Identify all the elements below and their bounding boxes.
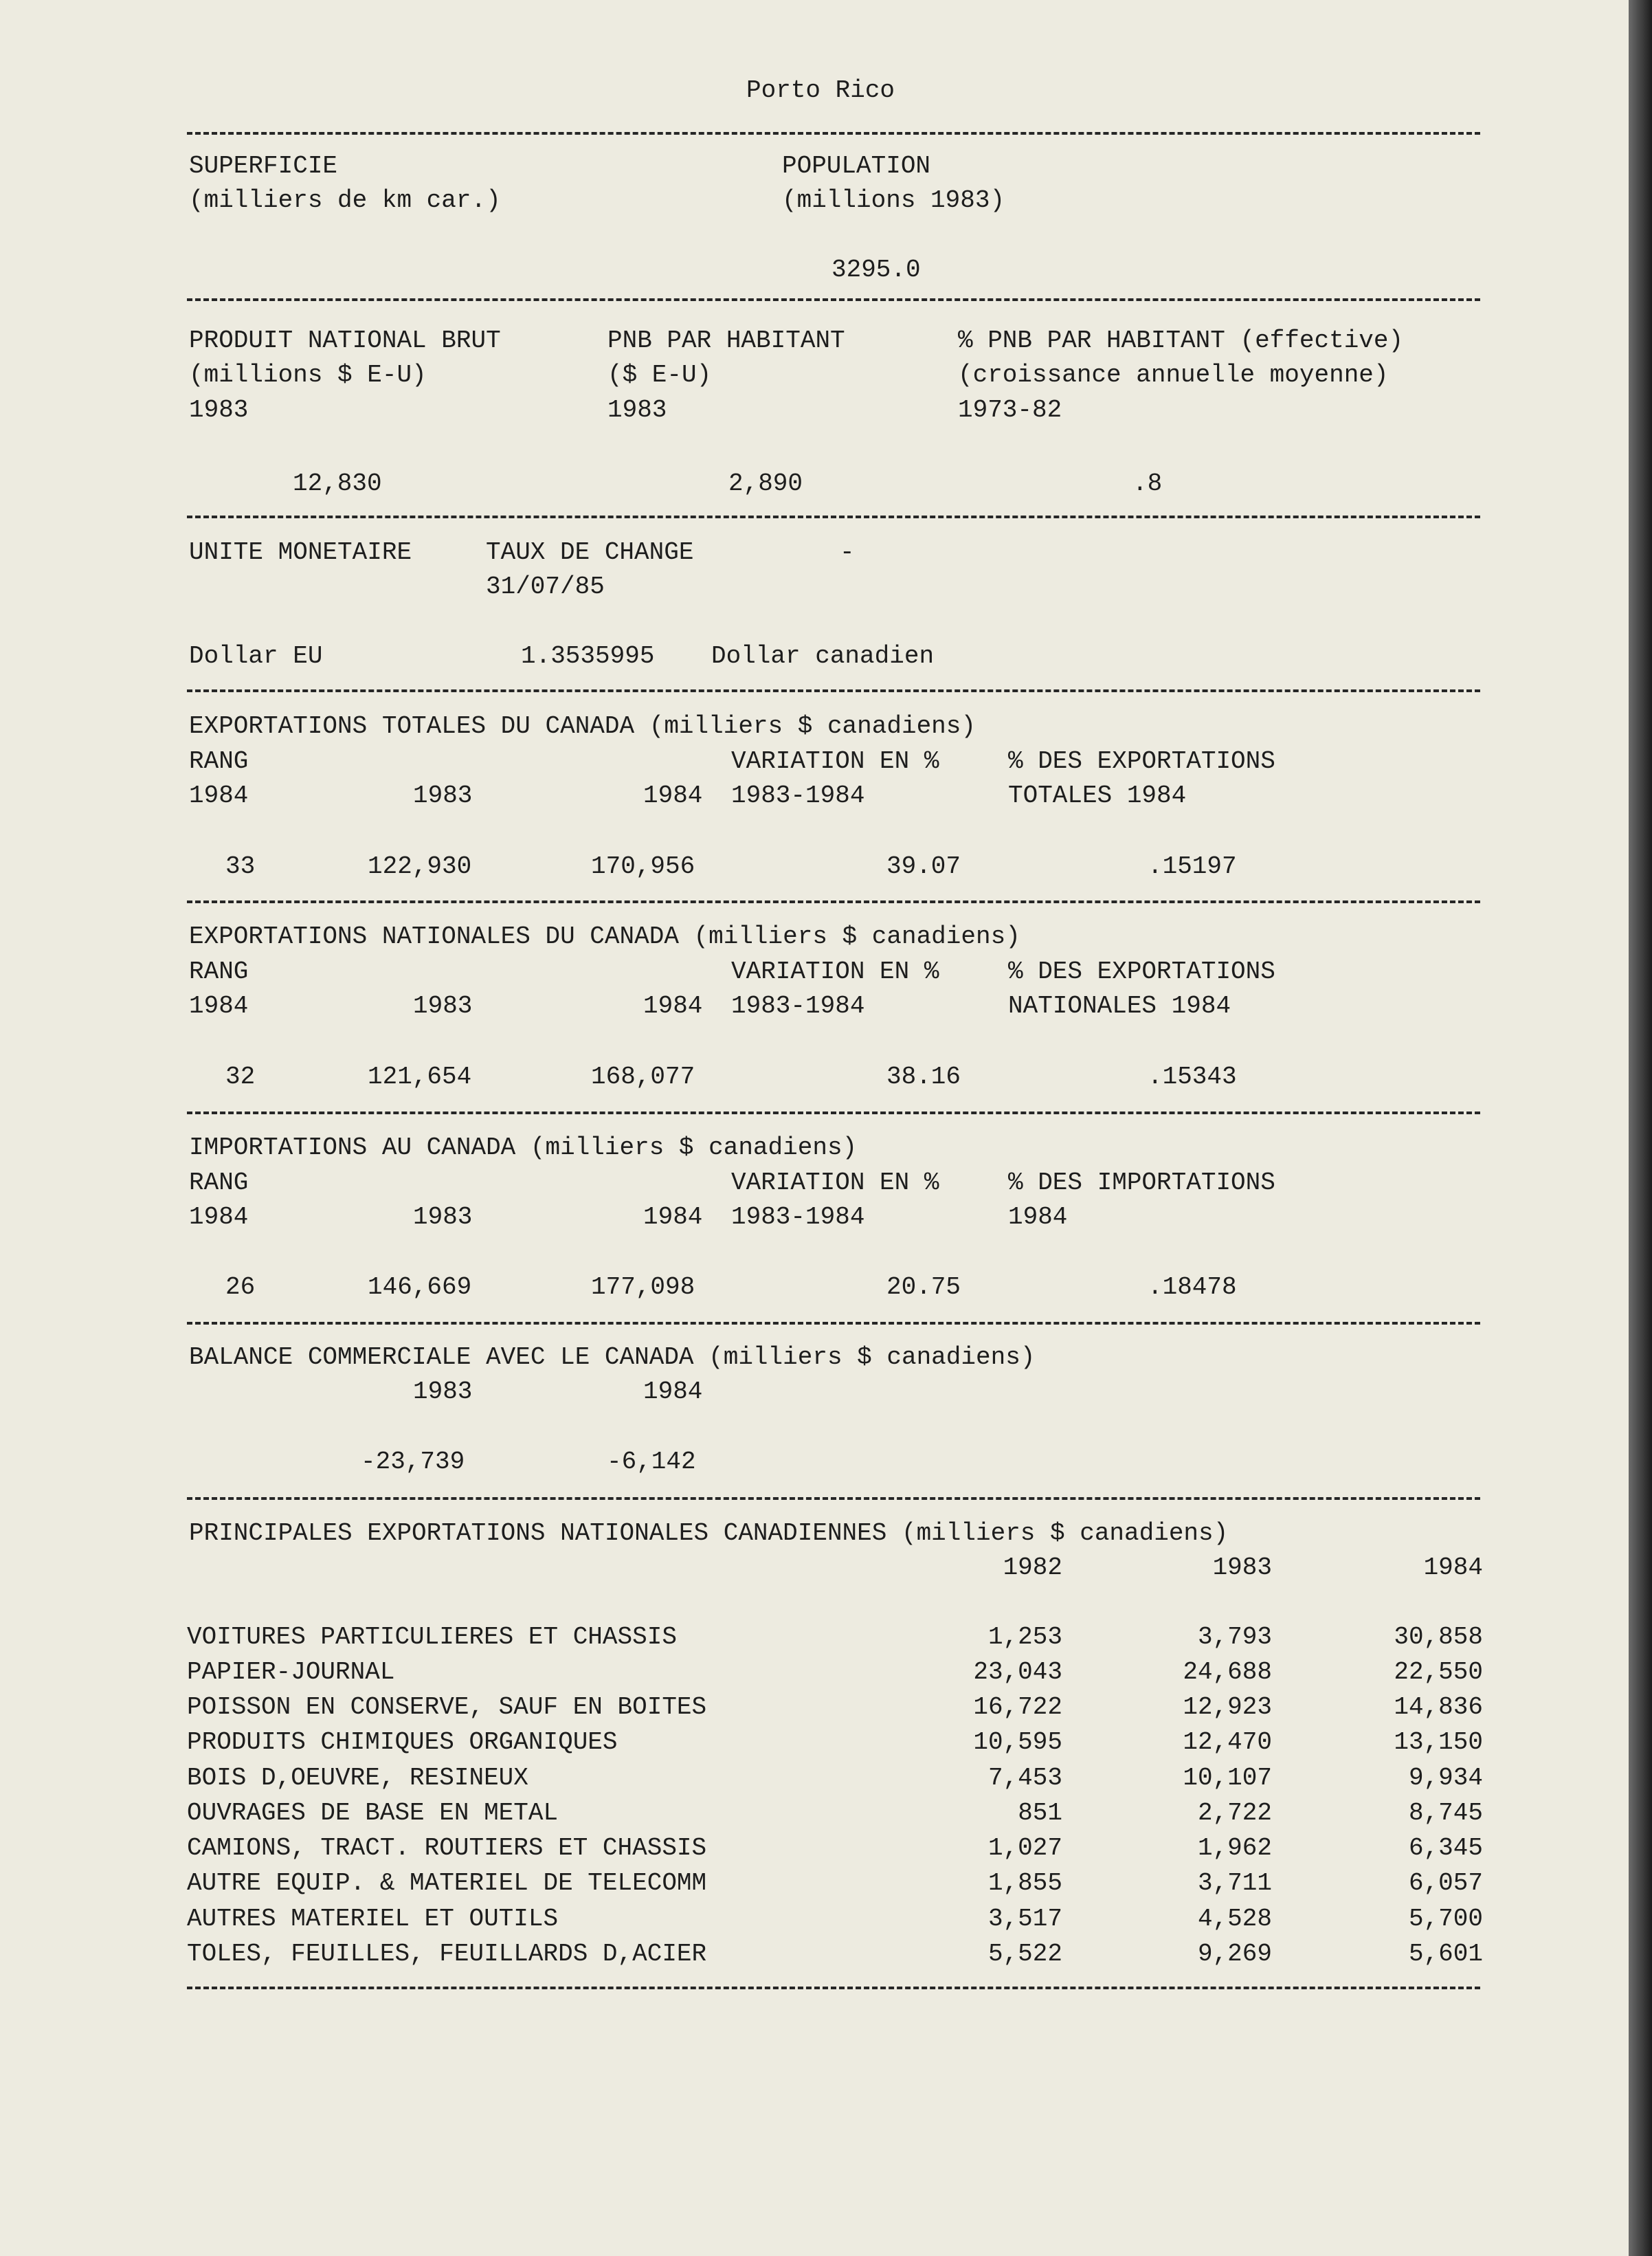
rank-header: RANG <box>189 747 249 775</box>
gnp-growth-unit: (croissance annuelle moyenne) <box>958 361 1389 389</box>
imports-rank: 26 <box>225 1273 256 1301</box>
total-exports-rank: 33 <box>225 852 256 881</box>
gnp-growth-label: % PNB PAR HABITANT (effective) <box>958 327 1404 355</box>
product-name: POISSON EN CONSERVE, SAUF EN BOITES <box>187 1693 707 1721</box>
balance-heading: BALANCE COMMERCIALE AVEC LE CANADA (milliers $ canadiens) <box>189 1343 1036 1371</box>
value-1982: 5,522 <box>987 1940 1062 1968</box>
domestic-exports-heading: EXPORTATIONS NATIONALES DU CANADA (milliers $ canadiens) <box>189 922 1020 951</box>
population-label: POPULATION <box>782 152 931 180</box>
share-header: % DES IMPORTATIONS <box>1008 1169 1275 1197</box>
period-header: 1983-1984 <box>731 992 865 1020</box>
product-name: CAMIONS, TRACT. ROUTIERS ET CHASSIS <box>187 1834 707 1862</box>
page-title: Porto Rico <box>746 76 895 104</box>
currency-unit: Dollar EU <box>189 642 323 670</box>
rank-year-header: 1984 <box>189 782 249 810</box>
product-name: AUTRES MATERIEL ET OUTILS <box>187 1905 559 1933</box>
exchange-rate-value: 1.3535995 <box>521 642 655 670</box>
imports-variation: 20.75 <box>886 1273 961 1301</box>
variation-header: VARIATION EN % <box>731 958 939 986</box>
value-1982: 10,595 <box>973 1728 1062 1756</box>
value-1984: 6,345 <box>1408 1834 1483 1862</box>
product-name: PRODUITS CHIMIQUES ORGANIQUES <box>187 1728 618 1756</box>
balance-1983: -23,739 <box>361 1448 465 1476</box>
value-1983: 10,107 <box>1183 1764 1272 1792</box>
total-exports-variation: 39.07 <box>886 852 961 881</box>
exchange-rate-label: TAUX DE CHANGE <box>486 538 694 566</box>
gnp-per-capita-year: 1983 <box>607 396 667 424</box>
year-1982-header: 1982 <box>1003 1553 1062 1582</box>
year-1984-header: 1984 <box>643 782 703 810</box>
share-subheader: NATIONALES 1984 <box>1008 992 1231 1020</box>
balance-1984-header: 1984 <box>643 1378 703 1406</box>
divider <box>187 1987 1480 1989</box>
domestic-exports-1983: 121,654 <box>368 1063 472 1091</box>
gnp-per-capita-value: 2,890 <box>728 469 803 498</box>
area-label: SUPERFICIE <box>189 152 338 180</box>
value-1983: 24,688 <box>1183 1658 1272 1686</box>
value-1983: 1,962 <box>1197 1834 1272 1862</box>
product-name: PAPIER-JOURNAL <box>187 1658 395 1686</box>
total-exports-1984: 170,956 <box>591 852 695 881</box>
share-header: % DES EXPORTATIONS <box>1008 747 1275 775</box>
divider <box>187 132 1480 135</box>
value-1983: 2,722 <box>1197 1799 1272 1827</box>
value-1984: 9,934 <box>1408 1764 1483 1792</box>
value-1982: 23,043 <box>973 1658 1062 1686</box>
year-1983-header: 1983 <box>1212 1553 1272 1582</box>
value-1984: 5,700 <box>1408 1905 1483 1933</box>
rank-year-header: 1984 <box>189 1203 249 1231</box>
principal-exports-heading: PRINCIPALES EXPORTATIONS NATIONALES CANADIENNES (milliers $ canadiens) <box>189 1519 1229 1547</box>
divider <box>187 516 1480 518</box>
domestic-exports-variation: 38.16 <box>886 1063 961 1091</box>
gnp-unit: (millions $ E-U) <box>189 361 427 389</box>
value-1984: 5,601 <box>1408 1940 1483 1968</box>
gnp-year: 1983 <box>189 396 249 424</box>
product-name: BOIS D,OEUVRE, RESINEUX <box>187 1764 528 1792</box>
rank-year-header: 1984 <box>189 992 249 1020</box>
divider <box>187 900 1480 903</box>
value-1982: 1,253 <box>987 1623 1062 1651</box>
total-exports-share: .15197 <box>1148 852 1237 881</box>
divider <box>187 1497 1480 1500</box>
value-1984: 13,150 <box>1394 1728 1483 1756</box>
value-1984: 14,836 <box>1394 1693 1483 1721</box>
variation-header: VARIATION EN % <box>731 747 939 775</box>
value-1984: 6,057 <box>1408 1869 1483 1897</box>
divider <box>187 1112 1480 1114</box>
value-1984: 8,745 <box>1408 1799 1483 1827</box>
value-1982: 16,722 <box>973 1693 1062 1721</box>
year-1983-header: 1983 <box>413 782 473 810</box>
year-1984-header: 1984 <box>643 992 703 1020</box>
value-1983: 3,793 <box>1197 1623 1272 1651</box>
product-name: AUTRE EQUIP. & MATERIEL DE TELECOMM <box>187 1869 707 1897</box>
value-1982: 7,453 <box>987 1764 1062 1792</box>
total-exports-1983: 122,930 <box>368 852 472 881</box>
value-1983: 9,269 <box>1197 1940 1272 1968</box>
value-1983: 4,528 <box>1197 1905 1272 1933</box>
value-1982: 1,027 <box>987 1834 1062 1862</box>
value-1983: 12,470 <box>1183 1728 1272 1756</box>
balance-1983-header: 1983 <box>413 1378 473 1406</box>
value-1982: 3,517 <box>987 1905 1062 1933</box>
share-subheader: 1984 <box>1008 1203 1068 1231</box>
gnp-per-capita-label: PNB PAR HABITANT <box>607 327 845 355</box>
year-1983-header: 1983 <box>413 992 473 1020</box>
gnp-value: 12,830 <box>293 469 382 498</box>
product-name: TOLES, FEUILLES, FEUILLARDS D,ACIER <box>187 1940 707 1968</box>
period-header: 1983-1984 <box>731 1203 865 1231</box>
value-1982: 851 <box>1018 1799 1062 1827</box>
gnp-growth-period: 1973-82 <box>958 396 1062 424</box>
imports-1983: 146,669 <box>368 1273 472 1301</box>
share-subheader: TOTALES 1984 <box>1008 782 1187 810</box>
product-name: OUVRAGES DE BASE EN METAL <box>187 1799 559 1827</box>
rank-header: RANG <box>189 958 249 986</box>
gnp-growth-value: .8 <box>1132 469 1163 498</box>
area-sublabel: (milliers de km car.) <box>189 186 501 214</box>
exchange-rate-date: 31/07/85 <box>486 573 605 601</box>
value-1982: 1,855 <box>987 1869 1062 1897</box>
divider <box>187 298 1480 301</box>
exchange-rate-dash: - <box>840 538 855 566</box>
year-1984-header: 1984 <box>643 1203 703 1231</box>
domestic-exports-share: .15343 <box>1148 1063 1237 1091</box>
domestic-exports-rank: 32 <box>225 1063 256 1091</box>
total-exports-heading: EXPORTATIONS TOTALES DU CANADA (milliers $ canadiens) <box>189 712 976 740</box>
exchange-rate-unit: Dollar canadien <box>711 642 935 670</box>
domestic-exports-1984: 168,077 <box>591 1063 695 1091</box>
population-value: 3295.0 <box>831 256 921 284</box>
divider <box>187 689 1480 692</box>
value-1984: 22,550 <box>1394 1658 1483 1686</box>
currency-label: UNITE MONETAIRE <box>189 538 412 566</box>
share-header: % DES EXPORTATIONS <box>1008 958 1275 986</box>
value-1983: 12,923 <box>1183 1693 1272 1721</box>
rank-header: RANG <box>189 1169 249 1197</box>
imports-share: .18478 <box>1148 1273 1237 1301</box>
period-header: 1983-1984 <box>731 782 865 810</box>
value-1983: 3,711 <box>1197 1869 1272 1897</box>
gnp-per-capita-unit: ($ E-U) <box>607 361 712 389</box>
value-1984: 30,858 <box>1394 1623 1483 1651</box>
gnp-label: PRODUIT NATIONAL BRUT <box>189 327 501 355</box>
balance-1984: -6,142 <box>607 1448 696 1476</box>
year-1984-header: 1984 <box>1423 1553 1483 1582</box>
divider <box>187 1322 1480 1325</box>
imports-heading: IMPORTATIONS AU CANADA (milliers $ canadiens) <box>189 1133 858 1162</box>
year-1983-header: 1983 <box>413 1203 473 1231</box>
product-name: VOITURES PARTICULIERES ET CHASSIS <box>187 1623 677 1651</box>
imports-1984: 177,098 <box>591 1273 695 1301</box>
population-sublabel: (millions 1983) <box>782 186 1005 214</box>
variation-header: VARIATION EN % <box>731 1169 939 1197</box>
page-edge-shadow <box>1629 0 1652 2256</box>
